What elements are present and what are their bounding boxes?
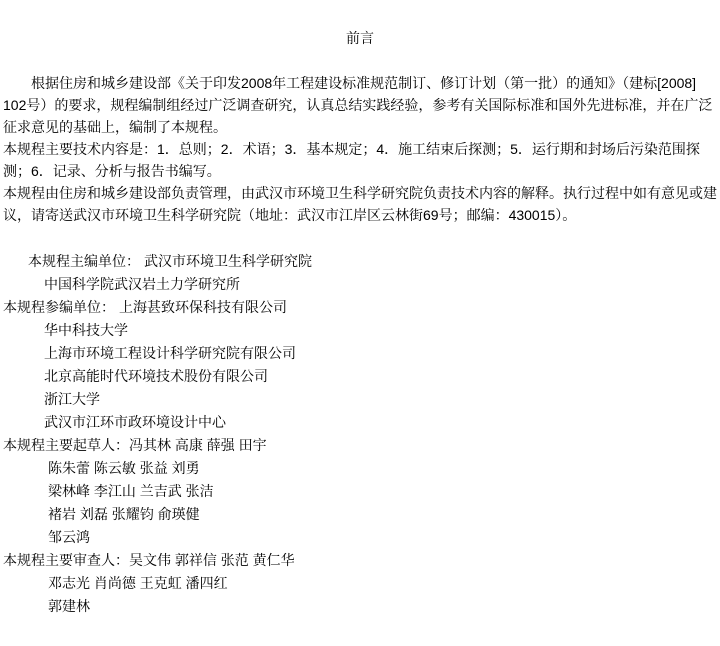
section-label: 本规程主要审查人： — [3, 552, 129, 568]
intro-paragraph-line: 102号）的要求，规程编制组经过广泛调查研究，认真总结实践经验，参考有关国际标准和国外先进标准，并在广泛 — [3, 97, 713, 113]
intro-paragraph-line: 本规程主要技术内容是：1．总则；2．术语；3．基本规定；4．施工结束后探测；5．运行期和封场后污染范围探 — [3, 141, 700, 157]
section-chief-editor-head — [3, 250, 717, 273]
person-names-line: 陈朱蕾 陈云敏 张益 刘勇 — [48, 460, 200, 476]
page-title: 前言 — [346, 30, 374, 46]
unit-item: 武汉市环境卫生科学研究院 — [144, 253, 312, 269]
intro-paragraph-line: 测；6．记录、分析与报告书编写。 — [3, 163, 221, 179]
section-label: 本规程主编单位： — [28, 253, 140, 269]
unit-item: 上海甚致环保科技有限公司 — [119, 299, 287, 315]
intro-paragraph-line: 议，请寄送武汉市环境卫生科学研究院（地址：武汉市江岸区云林街69号；邮编：430015）。 — [3, 207, 577, 223]
person-names-line: 冯其林 高康 薛强 田宇 — [129, 437, 267, 453]
person-names-line: 郭建林 — [48, 598, 90, 614]
unit-item: 北京高能时代环境技术股份有限公司 — [44, 368, 268, 384]
section-label: 本规程参编单位： — [3, 299, 115, 315]
unit-item: 浙江大学 — [44, 391, 100, 407]
person-names-line: 邹云鸿 — [48, 529, 90, 545]
person-names-line: 褚岩 刘磊 张耀钧 俞瑛健 — [48, 506, 200, 522]
unit-item: 华中科技大学 — [44, 322, 128, 338]
person-names-line: 梁林峰 李江山 兰吉武 张洁 — [48, 483, 214, 499]
section-label: 本规程主要起草人： — [3, 437, 129, 453]
person-names-line: 吴文伟 郭祥信 张范 黄仁华 — [129, 552, 295, 568]
roster — [3, 250, 717, 618]
intro-paragraph-line: 征求意见的基础上，编制了本规程。 — [3, 119, 227, 135]
unit-item: 上海市环境工程设计科学研究院有限公司 — [44, 345, 296, 361]
section-drafters-head — [3, 434, 717, 457]
intro-paragraph-line: 本规程由住房和城乡建设部负责管理，由武汉市环境卫生科学研究院负责技术内容的解释。执行过程中如有意见或建 — [3, 185, 717, 201]
person-names-line: 邓志光 肖尚德 王克虹 潘四红 — [48, 575, 228, 591]
section-reviewers-head — [3, 549, 717, 572]
intro-paragraph-line: 根据住房和城乡建设部《关于印发2008年工程建设标准规范制订、修订计划（第一批）的通知》（建标[2008] — [31, 75, 697, 91]
unit-item: 武汉市江环市政环境设计中心 — [44, 414, 226, 430]
intro-paragraphs — [3, 72, 717, 226]
section-participating-units-head — [3, 296, 717, 319]
unit-item: 中国科学院武汉岩土力学研究所 — [44, 276, 240, 292]
